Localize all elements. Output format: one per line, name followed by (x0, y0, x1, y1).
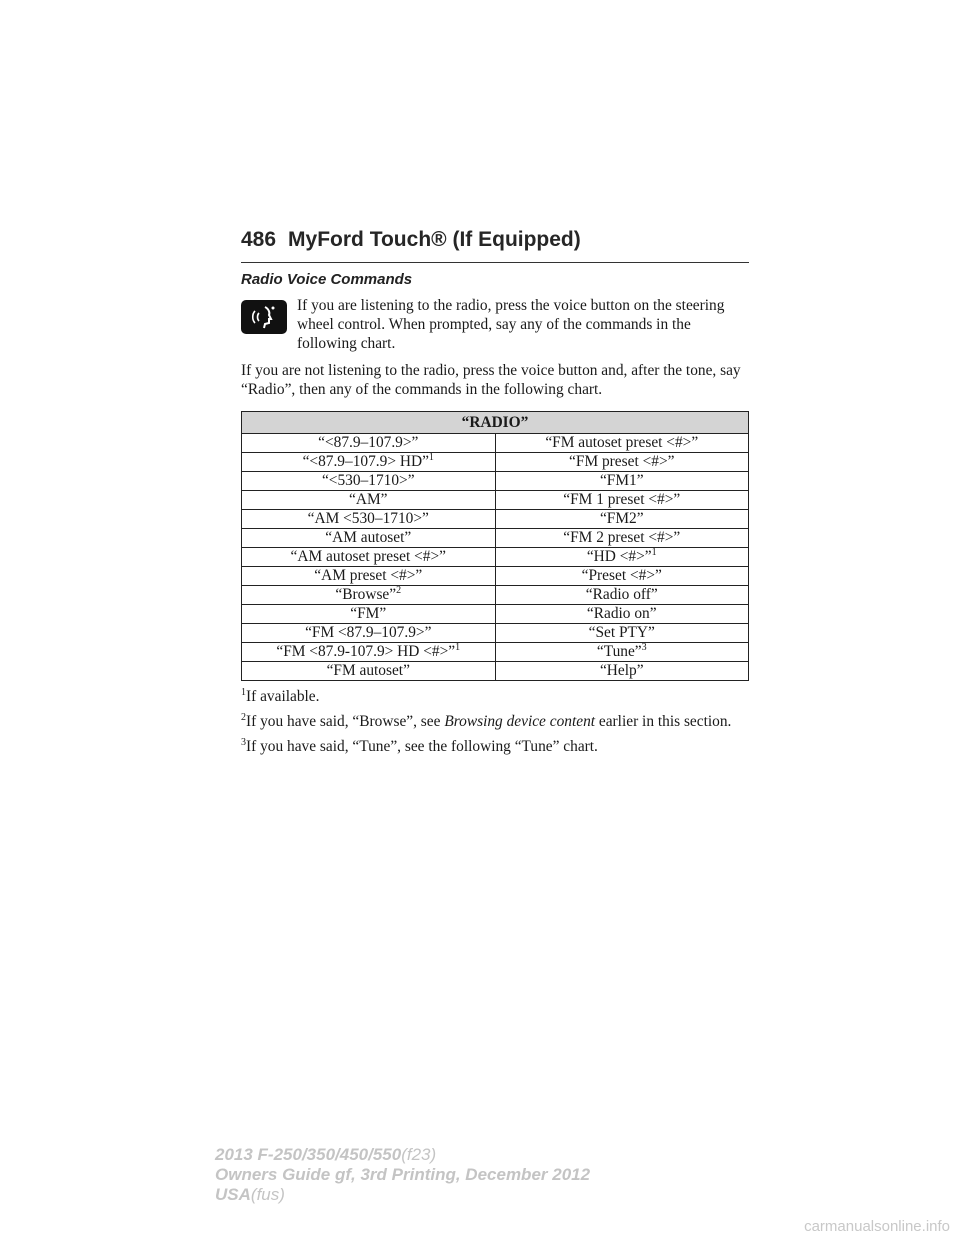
table-row (242, 510, 749, 529)
table-body (242, 434, 749, 681)
command-cell-right: “Help” (495, 662, 749, 681)
command-cell-left: “AM” (242, 491, 496, 510)
intro-paragraph-2: If you are not listening to the radio, press the voice button and, after the tone, say “Radio”, then any of the commands in the following chart. (241, 362, 741, 398)
command-cell-left: “AM <530–1710>” (242, 510, 496, 529)
command-cell-left: “AM preset <#>” (242, 567, 496, 586)
voice-command-icon (241, 300, 287, 334)
page-number: 486 (241, 228, 277, 251)
footnote-1: $^1$If available. (241, 687, 320, 705)
table-row (242, 472, 749, 491)
table-row (242, 434, 749, 453)
command-cell-right: “FM2” (495, 510, 749, 529)
command-cell-left: “<87.9–107.9>” (242, 434, 496, 453)
table-row (242, 643, 749, 662)
command-cell-left: “FM” (242, 605, 496, 624)
command-cell-left: “<87.9–107.9> HD”$^1$ (242, 453, 496, 472)
command-cell-left: “AM autoset preset <#>” (242, 548, 496, 567)
command-cell-left: “<530–1710>” (242, 472, 496, 491)
command-cell-right: “FM preset <#>” (495, 453, 749, 472)
intro-paragraph-1: If you are listening to the radio, press the voice button on the steering wheel control. When prompted, say any of the commands in the following chart. (297, 297, 725, 352)
cross-reference: Browsing device content (444, 713, 596, 730)
table-row (242, 491, 749, 510)
command-cell-left: “FM autoset” (242, 662, 496, 681)
command-cell-right: “FM 1 preset <#>” (495, 491, 749, 510)
command-cell-right: “FM1” (495, 472, 749, 491)
table-row (242, 586, 749, 605)
table-row (242, 624, 749, 643)
intro-block (241, 296, 749, 353)
page-header (241, 228, 749, 263)
command-cell-right: “Radio off” (495, 586, 749, 605)
command-cell-left: “Browse”$^2$ (242, 586, 496, 605)
command-cell-right: “FM 2 preset <#>” (495, 529, 749, 548)
command-cell-left: “FM <87.9-107.9> HD <#>”$^1$ (242, 643, 496, 662)
section-title: Radio Voice Commands (241, 271, 413, 288)
command-cell-right: “Radio on” (495, 605, 749, 624)
command-cell-right: “Preset <#>” (495, 567, 749, 586)
command-cell-left: “AM autoset” (242, 529, 496, 548)
footnote-2: $^2$If you have said, “Browse”, see Browsing device content earlier in this section. (241, 712, 732, 730)
command-cell-left: “FM <87.9–107.9>” (242, 624, 496, 643)
command-cell-right: “HD <#>”$^1$ (495, 548, 749, 567)
document-footer: 2013 F-250/350/450/550(f23) Owners Guide gf, 3rd Printing, December 2012 USA(fus) (215, 1145, 591, 1204)
table-row (242, 548, 749, 567)
table-header: “RADIO” (242, 412, 749, 434)
command-cell-right: “FM autoset preset <#>” (495, 434, 749, 453)
table-row (242, 453, 749, 472)
footnote-3: $^3$If you have said, “Tune”, see the following “Tune” chart. (241, 737, 598, 755)
table-row (242, 529, 749, 548)
table-row (242, 567, 749, 586)
chapter-title: MyFord Touch® (If Equipped) (288, 228, 581, 251)
watermark: carmanualsonline.info (804, 1218, 950, 1235)
radio-commands-table (241, 411, 749, 681)
command-cell-right: “Tune”$^3$ (495, 643, 749, 662)
manual-page (241, 228, 749, 756)
command-cell-right: “Set PTY” (495, 624, 749, 643)
table-row (242, 605, 749, 624)
table-row (242, 662, 749, 681)
